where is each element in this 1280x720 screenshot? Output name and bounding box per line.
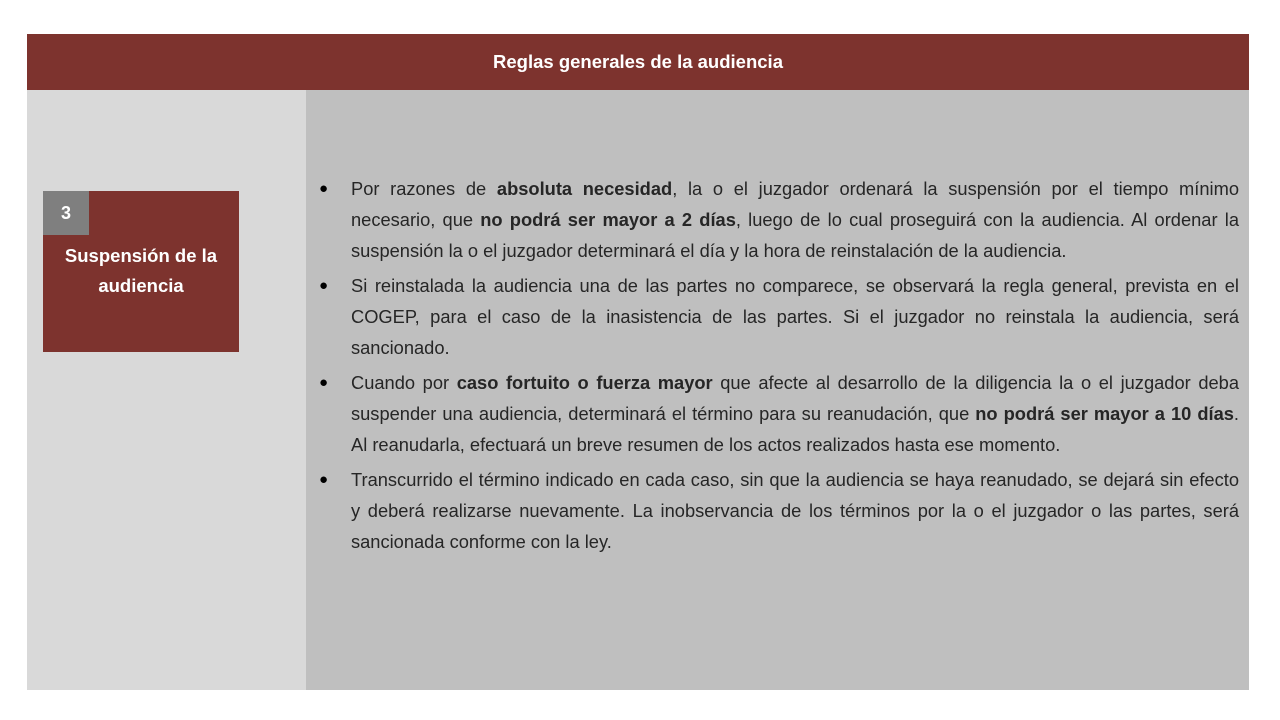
bullet-item (306, 173, 1249, 266)
bullet-emphasis: caso fortuito o fuerza mayor (456, 372, 713, 393)
bullet-list (306, 173, 1249, 561)
bullet-icon: ● (319, 180, 329, 197)
bullet-text (351, 275, 1239, 358)
header-bar (27, 34, 1249, 90)
bullet-text (351, 372, 1239, 455)
bullet-emphasis: no podrá ser mayor a 2 días (480, 209, 736, 230)
section-card (43, 191, 239, 352)
content-panel (306, 90, 1249, 690)
bullet-segment: Transcurrido el término indicado en cada caso, sin que la audiencia se haya reanudado, se dejará sin efecto y deberá realizarse nuevamente. La inobservancia de los términos por la o el juzgador o las partes, será sancionada conforme con la ley. (351, 469, 1239, 552)
bullet-item (306, 464, 1249, 557)
left-panel (27, 90, 306, 690)
bullet-text (351, 178, 1239, 261)
bullet-emphasis: no podrá ser mayor a 10 días (975, 403, 1234, 424)
bullet-segment: Si reinstalada la audiencia una de las partes no comparece, se observará la regla general, prevista en el COGEP, para el caso de la inasistencia de las partes. Si el juzgador no reinstala la audiencia, será sancionado. (351, 275, 1239, 358)
bullet-segment: , luego de lo cual proseguirá con la audiencia. Al ordenar la suspensión la o el juzgador determinará el día y la hora de reinstalación de la audiencia. (351, 209, 1239, 261)
bullet-item (306, 270, 1249, 363)
bullet-segment: Cuando por (351, 372, 457, 393)
section-title: Suspensión de la audiencia (64, 245, 218, 296)
page-title: Reglas generales de la audiencia (493, 51, 783, 72)
bullet-icon: ● (319, 374, 329, 391)
bullet-text (351, 469, 1239, 552)
bullet-segment: que afecte al desarrollo de la diligencia la o el juzgador deba suspender una audiencia, determinará el término para su reanudación, que (351, 372, 1239, 424)
bullet-segment: , la o el juzgador ordenará la suspensión por el tiempo mínimo necesario, que (351, 178, 1239, 230)
bullet-icon: ● (319, 471, 329, 488)
bullet-segment: Por razones de (351, 178, 497, 199)
section-number-badge: 3 (43, 191, 89, 235)
bullet-icon: ● (319, 277, 329, 294)
bullet-segment: . Al reanudarla, efectuará un breve resumen de los actos realizados hasta ese momento. (351, 403, 1239, 455)
bullet-emphasis: absoluta necesidad (496, 178, 673, 199)
bullet-item (306, 367, 1249, 460)
